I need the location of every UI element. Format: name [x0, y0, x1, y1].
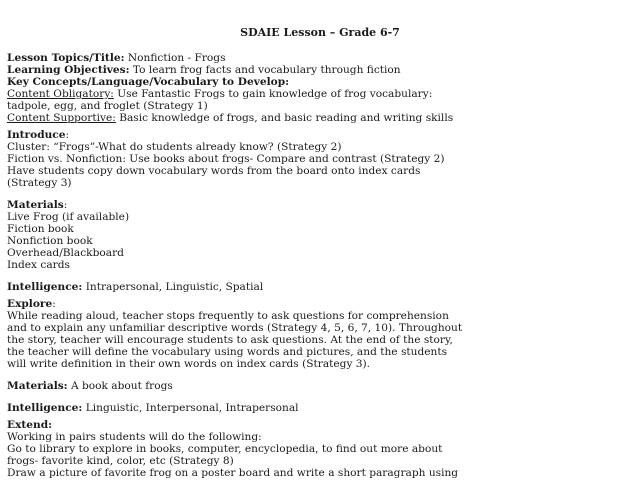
materials-2 — [7, 380, 637, 392]
explore-line: the teacher will define the vocabulary using words and pictures, and the students — [7, 346, 448, 358]
intelligence-2-value: Linguistic, Interpersonal, Intrapersonal — [82, 402, 299, 414]
explore-line: While reading aloud, teacher stops frequently to ask questions for comprehension — [7, 310, 449, 322]
materials-heading — [7, 199, 637, 211]
content-obligatory-label: Content Obligatory: — [7, 88, 114, 100]
content-obligatory-line-2: tadpole, egg, and froglet (Strategy 1) — [7, 100, 208, 112]
introduce-line: (Strategy 3) — [7, 177, 72, 189]
lesson-content — [7, 52, 637, 479]
explore-heading — [7, 298, 637, 310]
introduce-label: Introduce — [7, 129, 66, 141]
extend-heading: Extend: — [7, 419, 53, 431]
materials-item: Nonfiction book — [7, 235, 93, 247]
extend-line: frogs- favorite kind, color, etc (Strategy 8) — [7, 455, 234, 467]
introduce-colon: : — [65, 129, 70, 141]
materials-colon: : — [63, 199, 68, 211]
content-obligatory — [7, 88, 637, 100]
explore-colon: : — [52, 298, 56, 310]
extend-line: Working in pairs students will do the following: — [7, 431, 262, 443]
materials-item: Live Frog (if available) — [7, 211, 130, 223]
intelligence-1-label: Intelligence: — [7, 281, 83, 293]
explore-label: Explore — [7, 298, 53, 310]
introduce-line: Have students copy down vocabulary words from the board onto index cards — [7, 165, 421, 177]
intelligence-2 — [7, 402, 637, 414]
explore-line: will write definition in their own words on index cards (Strategy 3). — [7, 358, 371, 370]
intelligence-2-label: Intelligence: — [7, 402, 83, 414]
content-obligatory-line-1: Use Fantastic Frogs to gain knowledge of frog vocabulary: — [113, 88, 433, 100]
learning-objectives — [7, 64, 637, 76]
materials-2-value: A book about frogs — [67, 380, 173, 392]
document-title: SDAIE Lesson – Grade 6-7 — [240, 26, 400, 39]
content-supportive — [7, 112, 637, 124]
materials-label: Materials — [7, 199, 64, 211]
materials-item: Index cards — [7, 259, 70, 271]
introduce-heading — [7, 129, 637, 141]
learning-objectives-label: Learning Objectives: — [7, 64, 130, 76]
extend-line: Draw a picture of favorite frog on a poster board and write a short paragraph using — [7, 467, 459, 479]
intelligence-1 — [7, 281, 637, 293]
lesson-topics — [7, 52, 637, 64]
explore-line: the story, teacher will encourage students to ask questions. At the end of the story, — [7, 334, 453, 346]
materials-item: Overhead/Blackboard — [7, 247, 124, 259]
lesson-topics-value: Nonfiction - Frogs — [124, 52, 226, 64]
materials-2-label: Materials: — [7, 380, 68, 392]
content-supportive-value: Basic knowledge of frogs, and basic reading and writing skills — [115, 112, 454, 124]
learning-objectives-value: To learn frog facts and vocabulary through fiction — [129, 64, 401, 76]
introduce-line: Fiction vs. Nonfiction: Use books about frogs- Compare and contrast (Strategy 2) — [7, 153, 445, 165]
content-supportive-label: Content Supportive: — [7, 112, 116, 124]
explore-line: and to explain any unfamiliar descriptive words (Strategy 4, 5, 6, 7, 10). Throughout — [7, 322, 463, 334]
introduce-line: Cluster: “Frogs”-What do students already know? (Strategy 2) — [7, 141, 342, 153]
lesson-topics-label: Lesson Topics/Title: — [7, 52, 125, 64]
intelligence-1-value: Intrapersonal, Linguistic, Spatial — [82, 281, 264, 293]
key-concepts-heading: Key Concepts/Language/Vocabulary to Develop: — [7, 76, 290, 88]
materials-item: Fiction book — [7, 223, 74, 235]
extend-line: Go to library to explore in books, computer, encyclopedia, to find out more about — [7, 443, 443, 455]
